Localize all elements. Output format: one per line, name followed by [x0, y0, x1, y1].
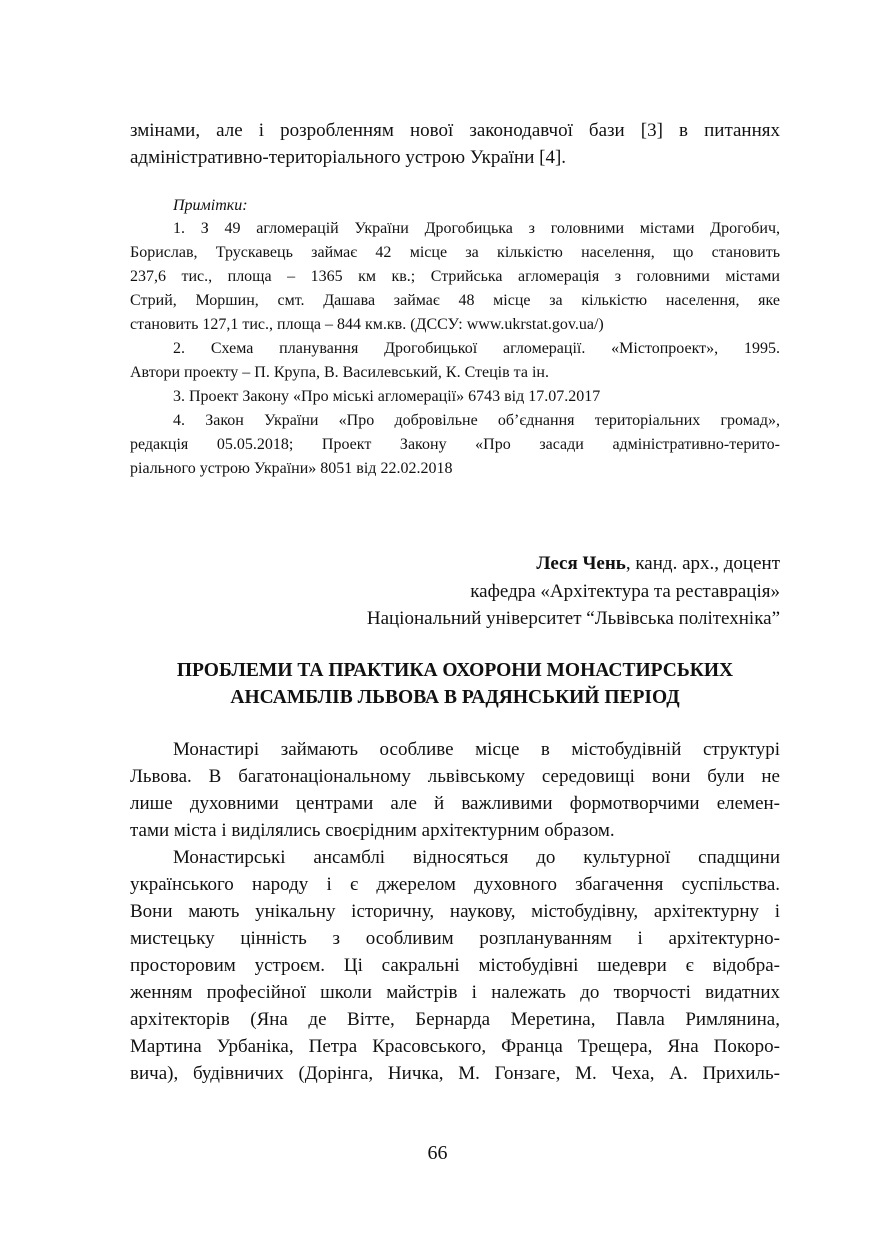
author-credentials: , канд. арх., доцент — [625, 553, 780, 574]
author-name: Леся Чень — [536, 553, 626, 574]
note-line: ріального устрою України» 8051 від 22.02.2018 — [130, 460, 453, 477]
page-number: 66 — [427, 1142, 448, 1164]
body-line: тами міста і виділялись своєрідним архітектурним образом. — [130, 820, 615, 841]
article-title-line: АНСАМБЛІВ ЛЬВОВА В РАДЯНСЬКИЙ ПЕРІОД — [230, 687, 680, 708]
body-line: Монастирі займають особливе місце в містобудівній структурі — [173, 739, 780, 760]
note-line: Борислав, Трускавець займає 42 місце за кількістю населення, що становить — [130, 244, 780, 261]
intro-line: змінами, але і розробленням нової законодавчої бази [3] в питаннях — [130, 120, 780, 141]
note-line: Стрий, Моршин, смт. Дашава займає 48 місце за кількістю населення, яке — [130, 292, 780, 309]
body-line: Монастирські ансамблі відносяться до культурної спадщини — [173, 847, 780, 868]
note-line: 2. Схема планування Дрогобицької агломерації. «Містопроект», 1995. — [173, 340, 780, 357]
article-title-line: ПРОБЛЕМИ ТА ПРАКТИКА ОХОРОНИ МОНАСТИРСЬКИХ — [176, 660, 734, 681]
note-line: 237,6 тис., площа – 1365 км кв.; Стрийська агломерація з головними містами — [130, 268, 780, 285]
note-line: редакція 05.05.2018; Проект Закону «Про засади адміністративно-терито- — [130, 436, 780, 453]
note-line: 1. З 49 агломерацій України Дрогобицька з головними містами Дрогобич, — [173, 220, 780, 237]
notes-heading: Примітки: — [173, 197, 248, 214]
body-line: українського народу і є джерелом духовного збагачення суспільства. — [130, 874, 780, 895]
body-line: женням професійної школи майстрів і належать до творчості видатних — [130, 982, 780, 1003]
note-line: 3. Проект Закону «Про міські агломерації» 6743 від 17.07.2017 — [173, 388, 601, 405]
author-department: кафедра «Архітектура та реставрація» — [470, 581, 780, 602]
note-line: Автори проекту – П. Крупа, В. Василевський, К. Стеців та ін. — [130, 364, 549, 381]
author-line — [130, 550, 780, 577]
body-line: Вони мають унікальну історичну, наукову, містобудівну, архітектурну і — [130, 901, 780, 922]
note-line: 4. Закон України «Про добровільне об’єднання територіальних громад», — [173, 412, 780, 429]
body-line: просторовим устроєм. Ці сакральні містобудівні шедеври є відобра- — [130, 955, 780, 976]
body-line: вича), будівничих (Дорінга, Ничка, М. Гонзаге, М. Чеха, А. Прихиль- — [130, 1063, 780, 1084]
body-line: Львова. В багатонаціональному львівському середовищі вони були не — [130, 766, 780, 787]
body-line: лише духовними центрами але й важливими формотворчими елемен- — [130, 793, 780, 814]
note-line: становить 127,1 тис., площа – 844 км.кв. (ДССУ: www.ukrstat.gov.ua/) — [130, 316, 604, 333]
body-line: мистецьку цінність з особливим розплануванням і архітектурно- — [130, 928, 780, 949]
body-line: архітекторів (Яна де Вітте, Бернарда Меретина, Павла Римлянина, — [130, 1009, 780, 1030]
intro-line: адміністративно-територіального устрою України [4]. — [130, 147, 567, 168]
author-university: Національний університет “Львівська політехніка” — [366, 608, 780, 629]
body-line: Мартина Урбаніка, Петра Красовського, Франца Трещера, Яна Покоро- — [130, 1036, 780, 1057]
